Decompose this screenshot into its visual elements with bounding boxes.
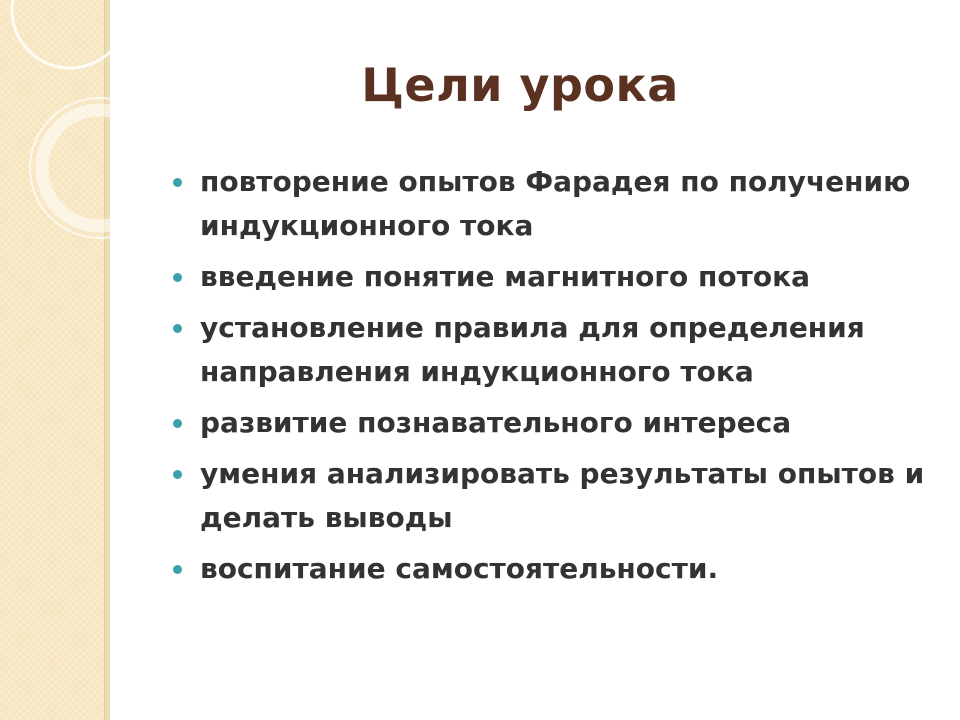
slide-title: Цели урока [361,58,679,112]
bullet-text: умения анализировать результаты опытов и делать выводы [200,457,925,534]
bullet-text: воспитание самостоятельности. [200,552,719,585]
bullet-dot-icon [173,565,182,574]
decorative-rings-icon [0,0,110,240]
bullet-dot-icon [173,178,182,187]
bullet-item [172,160,932,248]
bullet-item [172,547,932,591]
bullet-item [172,255,932,299]
bullet-text: повторение опытов Фарадея по получению индукционного тока [200,165,911,242]
bullet-text: установление правила для определения направления индукционного тока [200,311,865,388]
bullet-dot-icon [173,419,182,428]
bullet-item [172,401,932,445]
bullet-text: развитие познавательного интереса [200,406,792,439]
bullet-dot-icon [173,273,182,282]
bullet-dot-icon [173,324,182,333]
bullet-text: введение понятие магнитного потока [200,260,810,293]
bullet-item [172,306,932,394]
bullet-item [172,452,932,540]
bullet-list [172,160,932,598]
bullet-dot-icon [173,470,182,479]
